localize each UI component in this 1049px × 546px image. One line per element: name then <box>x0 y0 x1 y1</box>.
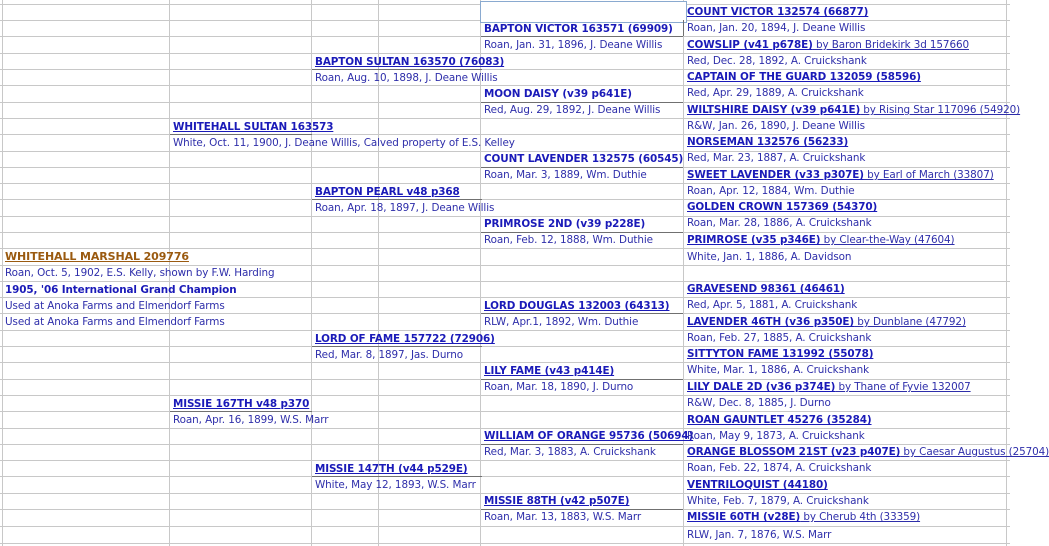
ancestor-info: R&W, Dec. 8, 1885, J. Durno <box>687 397 831 409</box>
ancestor-name-link[interactable]: GOLDEN CROWN 157369 (54370) <box>687 201 878 213</box>
great-grandparent-name: MOON DAISY (v39 p641E) <box>484 88 632 100</box>
ancestor-entry <box>687 315 966 329</box>
great-grandparent-info: Roan, Mar. 13, 1883, W.S. Marr <box>484 511 642 523</box>
ancestor-name-link[interactable]: NORSEMAN 132576 (56233) <box>687 136 849 148</box>
ancestor-info: White, Feb. 7, 1879, A. Cruickshank <box>687 495 869 507</box>
ancestor-entry <box>687 380 971 394</box>
great-grandparent-info: Red, Mar. 3, 1883, A. Cruickshank <box>484 446 656 458</box>
ancestor-name-link[interactable]: SITTYTON FAME 131992 (55078) <box>687 348 874 360</box>
subject-honor: 1905, '06 International Grand Champion <box>5 284 237 296</box>
ancestor-entry <box>687 70 921 84</box>
ancestor-info: Roan, May 9, 1873, A. Cruickshank <box>687 430 865 442</box>
sire-info: White, Oct. 11, 1900, J. Deane Willis, Calved property of E.S. Kelley <box>173 137 515 149</box>
ancestor-entry <box>687 478 828 492</box>
ancestor-sire-ref[interactable]: by Caesar Augustus (25704) <box>900 446 1049 458</box>
ancestor-name-link[interactable]: VENTRILOQUIST (44180) <box>687 479 828 491</box>
grandsire-info: Red, Mar. 8, 1897, Jas. Durno <box>315 349 464 361</box>
ancestor-name-link[interactable]: ROAN GAUNTLET 45276 (35284) <box>687 414 872 426</box>
ancestor-sire-ref[interactable]: by Cherub 4th (33359) <box>800 511 921 523</box>
ancestor-name-link[interactable]: GRAVESEND 98361 (46461) <box>687 283 845 295</box>
ancestor-name-link[interactable]: LAVENDER 46TH (v36 p350E) <box>687 316 855 328</box>
great-grandparent-info: Roan, Feb. 12, 1888, Wm. Duthie <box>484 234 653 246</box>
ancestor-name-link[interactable]: MISSIE 60TH (v28E) <box>687 511 801 523</box>
great-grandparent-name: BAPTON VICTOR 163571 (69909) <box>484 23 673 35</box>
sire-name-link[interactable]: WHITEHALL SULTAN 163573 <box>173 121 334 133</box>
ancestor-entry <box>687 200 877 214</box>
ancestor-sire-ref[interactable]: by Baron Bridekirk 3d 157660 <box>812 39 969 51</box>
ancestor-info: Red, Apr. 29, 1889, A. Cruickshank <box>687 87 864 99</box>
ancestor-entry <box>687 5 868 19</box>
granddam-name-link[interactable]: MISSIE 147TH (v44 p529E) <box>315 463 468 475</box>
ancestor-info: Roan, Mar. 28, 1886, A. Cruickshank <box>687 217 872 229</box>
grid-line <box>2 0 3 546</box>
ancestor-info: Roan, Apr. 12, 1884, Wm. Duthie <box>687 185 855 197</box>
subject-birth-info: Roan, Oct. 5, 1902, E.S. Kelly, shown by F.W. Harding <box>5 267 275 279</box>
ancestor-info: Red, Mar. 23, 1887, A. Cruickshank <box>687 152 866 164</box>
ancestor-name-link[interactable]: COWSLIP (v41 p678E) <box>687 39 813 51</box>
ancestor-name-link[interactable]: PRIMROSE (v35 p346E) <box>687 234 821 246</box>
ancestor-entry <box>687 135 848 149</box>
ancestor-info: White, Jan. 1, 1886, A. Davidson <box>687 251 852 263</box>
ancestor-name-link[interactable]: COUNT VICTOR 132574 (66877) <box>687 6 869 18</box>
great-grandparent-name-link[interactable]: LILY FAME (v43 p414E) <box>484 365 615 377</box>
subject-usage-note: Used at Anoka Farms and Elmendorf Farms <box>5 316 225 328</box>
granddam-info: Roan, Apr. 18, 1897, J. Deane Willis <box>315 202 495 214</box>
great-grandparent-name-link[interactable]: LORD DOUGLAS 132003 (64313) <box>484 300 670 312</box>
ancestor-name-link[interactable]: CAPTAIN OF THE GUARD 132059 (58596) <box>687 71 921 83</box>
grid-line <box>311 0 312 546</box>
ancestor-entry <box>687 445 1049 459</box>
grandsire-info: Roan, Aug. 10, 1898, J. Deane Willis <box>315 72 498 84</box>
ancestor-entry <box>687 347 873 361</box>
grid-line <box>1006 0 1007 546</box>
ancestor-info: Red, Apr. 5, 1881, A. Cruickshank <box>687 299 858 311</box>
ancestor-name-link[interactable]: WILTSHIRE DAISY (v39 p641E) <box>687 104 861 116</box>
subject-usage-note: Used at Anoka Farms and Elmendorf Farms <box>5 300 225 312</box>
ancestor-info: White, Mar. 1, 1886, A. Cruickshank <box>687 364 870 376</box>
great-grandparent-name-link[interactable]: WILLIAM OF ORANGE 95736 (50694) <box>484 430 694 442</box>
dam-name-link[interactable]: MISSIE 167TH v48 p370 <box>173 398 310 410</box>
grid-line <box>683 0 684 546</box>
ancestor-entry <box>687 282 845 296</box>
ancestor-name-link[interactable]: LILY DALE 2D (v36 p374E) <box>687 381 836 393</box>
great-grandparent-name: PRIMROSE 2ND (v39 p228E) <box>484 218 646 230</box>
great-grandparent-info: Roan, Mar. 18, 1890, J. Durno <box>484 381 634 393</box>
ancestor-entry <box>687 233 955 247</box>
ancestor-sire-ref[interactable]: by Earl of March (33807) <box>863 169 994 181</box>
granddam-name-link[interactable]: BAPTON PEARL v48 p368 <box>315 186 460 198</box>
grandsire-name-link[interactable]: LORD OF FAME 157722 (72906) <box>315 333 495 345</box>
great-grandparent-info: RLW, Apr.1, 1892, Wm. Duthie <box>484 316 639 328</box>
ancestor-info: Roan, Feb. 27, 1885, A. Cruickshank <box>687 332 872 344</box>
ancestor-sire-ref[interactable]: by Dunblane (47792) <box>854 316 966 328</box>
ancestor-sire-ref[interactable]: by Clear-the-Way (47604) <box>820 234 955 246</box>
granddam-info: White, May 12, 1893, W.S. Marr <box>315 479 476 491</box>
selected-cell[interactable] <box>480 1 687 23</box>
ancestor-entry <box>687 38 969 52</box>
dam-info: Roan, Apr. 16, 1899, W.S. Marr <box>173 414 329 426</box>
ancestor-sire-ref[interactable]: by Thane of Fyvie 132007 <box>835 381 971 393</box>
ancestor-sire-ref[interactable]: by Rising Star 117096 (54920) <box>860 104 1021 116</box>
ancestor-entry <box>687 413 872 427</box>
grandsire-name-link[interactable]: BAPTON SULTAN 163570 (76083) <box>315 56 505 68</box>
ancestor-info: R&W, Jan. 26, 1890, J. Deane Willis <box>687 120 865 132</box>
ancestor-info: Red, Dec. 28, 1892, A. Cruickshank <box>687 55 867 67</box>
ancestor-entry <box>687 168 994 182</box>
ancestor-name-link[interactable]: ORANGE BLOSSOM 21ST (v23 p407E) <box>687 446 901 458</box>
ancestor-info: Roan, Feb. 22, 1874, A. Cruickshank <box>687 462 872 474</box>
great-grandparent-info: Red, Aug. 29, 1892, J. Deane Willis <box>484 104 661 116</box>
ancestor-entry <box>687 510 920 524</box>
great-grandparent-name: COUNT LAVENDER 132575 (60545) <box>484 153 684 165</box>
ancestor-info: RLW, Jan. 7, 1876, W.S. Marr <box>687 529 832 541</box>
ancestor-info: Roan, Jan. 20, 1894, J. Deane Willis <box>687 22 866 34</box>
great-grandparent-info: Roan, Jan. 31, 1896, J. Deane Willis <box>484 39 663 51</box>
great-grandparent-name-link[interactable]: MISSIE 88TH (v42 p507E) <box>484 495 630 507</box>
ancestor-entry <box>687 103 1020 117</box>
great-grandparent-info: Roan, Mar. 3, 1889, Wm. Duthie <box>484 169 647 181</box>
subject-name-link[interactable]: WHITEHALL MARSHAL 209776 <box>5 250 189 263</box>
ancestor-name-link[interactable]: SWEET LAVENDER (v33 p307E) <box>687 169 864 181</box>
